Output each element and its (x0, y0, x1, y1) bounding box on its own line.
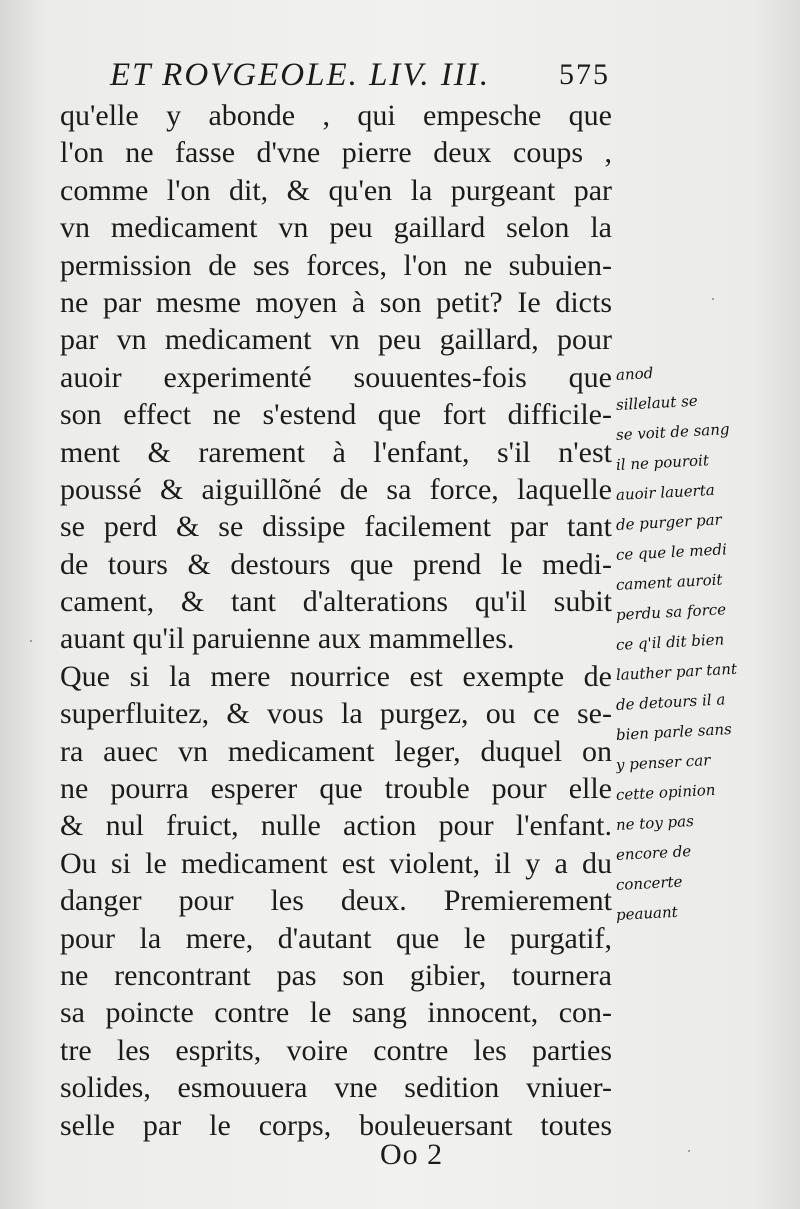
text-line: sa poincte contre le sang innocent, con- (60, 996, 612, 1030)
text-line: vn medicament vn peu gaillard selon la (60, 211, 612, 245)
text-line: de tours & destours que prend le medi- (60, 547, 612, 581)
margin-note-line: perdu sa force (615, 600, 727, 624)
margin-note-line: sillelaut se (615, 391, 699, 414)
margin-note-line: auoir lauerta (615, 480, 716, 504)
text-line: & nul fruict, nulle action pour l'enfant. (60, 809, 612, 843)
text-line: son effect ne s'estend que fort difficile- (60, 398, 612, 432)
paper-speck (712, 298, 714, 300)
text-line: solides, esmouuera vne sedition vniuer- (60, 1071, 612, 1105)
text-line: par vn medicament vn peu gaillard, pour (60, 323, 612, 357)
text-line: ne pourra esperer que trouble pour elle (60, 772, 612, 806)
margin-note-line: lauther par tant (615, 659, 738, 684)
margin-note-line: cette opinion (615, 780, 716, 804)
margin-note-line: de purger par (615, 510, 723, 534)
text-line: poussé & aiguillõné de sa force, laquelle (60, 472, 612, 506)
text-line: tre les esprits, voire contre les parties (60, 1033, 612, 1067)
running-title: ET ROVGEOLE. LIV. III. (110, 56, 491, 93)
text-line: danger pour les deux. Premierement (60, 884, 612, 918)
text-line: ra auec vn medicament leger, duquel on (60, 734, 612, 768)
paper-speck (688, 1150, 690, 1152)
margin-note-line: de detours il a (615, 690, 726, 714)
margin-note-line: anod (615, 364, 654, 384)
text-line: ne rencontrant pas son gibier, tournera (60, 958, 612, 992)
margin-note-line: ne toy pas (615, 811, 695, 834)
text-line: selle par le corps, bouleuersant toutes (60, 1108, 612, 1142)
text-line: permission de ses forces, l'on ne subuien- (60, 248, 612, 282)
text-line: comme l'on dit, & qu'en la purgeant par (60, 173, 612, 207)
text-line: auoir experimenté souuentes-fois que (60, 360, 612, 394)
handwritten-margin-notes (616, 360, 794, 930)
margin-note-line: il ne pouroit (615, 451, 710, 474)
margin-note-line: ce que le medi (615, 540, 728, 564)
body-text (60, 97, 612, 1144)
text-line: ment & rarement à l'enfant, s'il n'est (60, 435, 612, 469)
text-line: auant qu'il paruienne aux mammelles. (60, 622, 515, 656)
text-line: superfluitez, & vous la purgez, ou ce se- (60, 697, 612, 731)
margin-note-line: se voit de sang (615, 420, 730, 444)
running-header (110, 55, 610, 95)
margin-note-line: cament auroit (615, 570, 723, 594)
margin-note-line: peauant (615, 902, 679, 924)
margin-note-line: encore de (615, 842, 692, 864)
paper-speck (30, 640, 32, 642)
margin-note-line: ce q'il dit bien (615, 630, 725, 654)
text-line: cament, & tant d'alterations qu'il subit (60, 585, 612, 619)
text-line: l'on ne fasse d'vne pierre deux coups , (60, 136, 612, 170)
text-line: ne par mesme moyen à son petit? Ie dicts (60, 285, 612, 319)
text-line: qu'elle y abonde , qui empesche que (60, 99, 612, 132)
margin-note-line: bien parle sans (615, 719, 733, 744)
text-line: pour la mere, d'autant que le purgatif, (60, 921, 612, 955)
text-line: Ou si le medicament est violent, il y a du (60, 846, 612, 880)
text-line: se perd & se dissipe facilement par tant (60, 510, 612, 544)
margin-note-line: concerte (615, 872, 683, 894)
text-line: Que si la mere nourrice est exempte de (60, 659, 612, 693)
signature-mark: Oo 2 (380, 1138, 444, 1171)
margin-note-line: y penser car (615, 751, 711, 774)
page-number: 575 (559, 58, 610, 91)
